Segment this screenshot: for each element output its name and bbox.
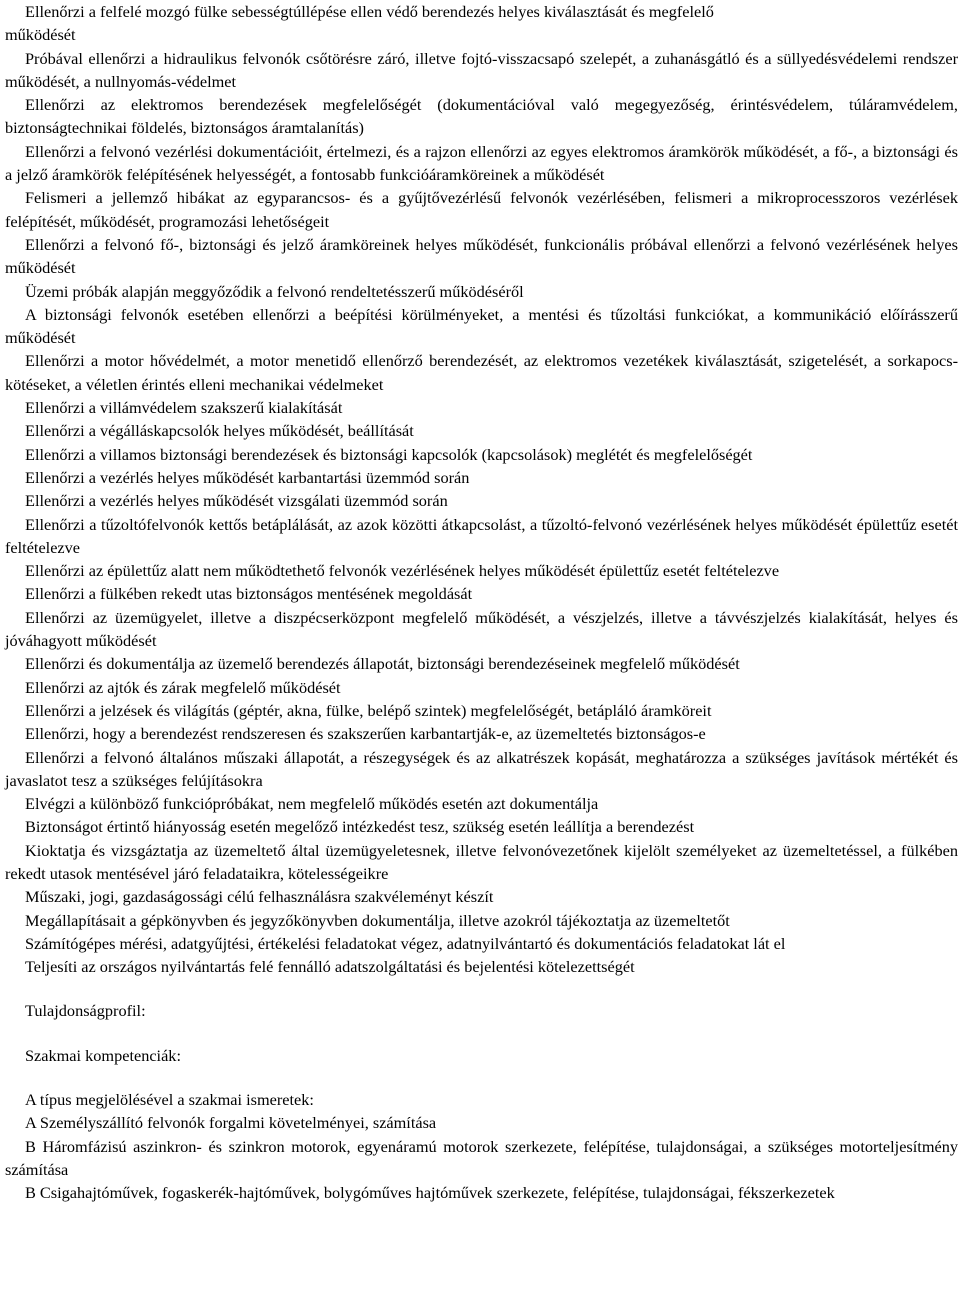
paragraph-dispatch: Ellenőrzi az üzemügyelet, illetve a diszpécserközpont megfelelő működését, a vészjelzés, illetve a távvészjelzés kialakítását, helyes és jóváhagyott működését: [5, 607, 958, 651]
paragraph-fire-case: Ellenőrzi az épülettűz alatt nem működtethető felvonók vezérlésének helyes működését épülettűz esetét feltételezve: [25, 561, 780, 581]
knowledge-item-a: A Személyszállító felvonók forgalmi követelményei, számítása: [25, 1113, 437, 1133]
paragraph-limit-switches: Ellenőrzi a végálláskapcsolók helyes működését, beállítását: [25, 421, 414, 441]
document-page: [5, 0, 958, 1205]
paragraph-logbook: Megállapításait a gépkönyvben és jegyzőkönyvben dokumentálja, illetve azokról tájékoztatja az üzemeltetőt: [25, 910, 730, 930]
knowledge-item-b-gears: B Csigahajtóművek, fogaskerék-hajtóművek, bolygóműves hajtóművek szerkezete, felépítése, tulajdonságai, fékszerkezetek: [25, 1183, 835, 1203]
paragraph-expert-opinion: Műszaki, jogi, gazdaságossági célú felhasználásra szakvéleményt készít: [25, 887, 494, 907]
paragraph-operational-tests: Üzemi próbák alapján meggyőződik a felvonó rendeltetésszerű működéséről: [25, 281, 524, 301]
paragraph-computer-tasks: Számítógépes mérési, adatgyűjtési, értékelési feladatokat végez, adatnyilvántartó és dokumentációs feladatokat lát el: [25, 933, 786, 953]
paragraph-maintenance-check: Ellenőrzi, hogy a berendezést rendszeresen és szakszerűen karbantartják-e, az üzemeltetés biztonságos-e: [25, 724, 706, 744]
paragraph-firefighter-lifts: Ellenőrzi a tűzoltófelvonók kettős betáplálását, az azok közötti átkapcsolást, a tűzoltó-felvonó vezérlésének helyes működését épülettűz esetét feltételezve: [5, 514, 958, 557]
heading-professional-competences: Szakmai kompetenciák:: [25, 1045, 181, 1065]
paragraph-documentation: Ellenőrzi és dokumentálja az üzemelő berendezés állapotát, biztonsági berendezéseinek megfelelő működését: [25, 654, 740, 674]
paragraph-fault-recognition: Felismeri a jellemző hibákat az egyparancsos- és a gyűjtővezérlésű felvonók vezérlésében, felismeri a mikroprocesszoros vezérlések felépítését, működését, programozási lehetőségeit: [5, 188, 958, 231]
paragraph-text: Ellenőrzi a felfelé mozgó fülke sebességtúllépése ellen védő berendezés helyes kiválasztását és megfelelő: [25, 2, 714, 21]
paragraph-training: Kioktatja és vizsgáztatja az üzemeltető által üzemügyeletesnek, illetve felvonóvezetőnek kijelölt személyeket az üzemeltetéssel, a fülkében rekedt utasok mentésével járó feladataikra, kötelességeikre: [5, 840, 958, 883]
paragraph-general-condition: Ellenőrzi a felvonó általános műszaki állapotát, a részegységek és az alkatrészek kopását, meghatározza a szükséges javítások mértékét és javaslatot tesz a szükséges felújításokra: [5, 747, 958, 790]
paragraph-rescue: Ellenőrzi a fülkében rekedt utas biztonságos mentésének megoldását: [25, 584, 473, 604]
knowledge-item-b-motors: B Háromfázisú aszinkron- és szinkron motorok, egyenáramú motorok szerkezete, felépítése, tulajdonságai, a szükséges motorteljesítmény számítása: [5, 1136, 958, 1179]
paragraph-electrical-check: Ellenőrzi az elektromos berendezések megfelelőségét (dokumentációval való megegyezőség, érintésvédelem, túláramvédelem, biztonságtechnikai földelés, biztonságos áramtalanítás): [5, 95, 958, 138]
paragraph-function-tests: Elvégzi a különböző funkciópróbákat, nem megfelelő működés esetén azt dokumentálja: [25, 794, 599, 814]
paragraph-lighting: Ellenőrzi a jelzések és világítás (géptér, akna, fülke, belépő szintek) megfelelőségét, betápláló áramköreit: [25, 700, 712, 720]
paragraph-safety-lifts: A biztonsági felvonók esetében ellenőrzi a beépítési körülményeket, a mentési és tűzoltási funkciókat, a kommunikáció előírásszerű működését: [5, 304, 958, 348]
paragraph-inspection-mode: Ellenőrzi a vezérlés helyes működését vizsgálati üzemmód során: [25, 491, 448, 511]
paragraph-registry: Teljesíti az országos nyilvántartás felé fennálló adatszolgáltatási és bejelentési kötelezettségét: [25, 957, 635, 977]
paragraph-hydraulic-check: Próbával ellenőrzi a hidraulikus felvonók csőtörésre záró, illetve fojtó-visszacsapó szelepét, a zuhanásgátló és a süllyedésvédelemi rendszer működését, a nullnyomás-védelmet: [5, 48, 958, 91]
paragraph-lightning: Ellenőrzi a villámvédelem szakszerű kialakítását: [25, 398, 343, 418]
paragraph-motor-protection: Ellenőrzi a motor hővédelmét, a motor menetidő ellenőrző berendezését, az elektromos vezetékek kiválasztását, szigetelését, a sorkapocs-kötéseket, a véletlen érintés elleni mechanikai védelmeket: [5, 351, 958, 394]
paragraph-text: működését: [5, 25, 76, 45]
paragraph-speed-protection: [5, 0, 958, 47]
paragraph-safety-devices: Ellenőrzi a villamos biztonsági berendezések és biztonsági kapcsolók (kapcsolások) meglétét és megfelelőségét: [25, 444, 753, 464]
paragraph-doors-locks: Ellenőrzi az ajtók és zárak megfelelő működését: [25, 677, 341, 697]
knowledge-intro: A típus megjelölésével a szakmai ismeretek:: [25, 1090, 314, 1110]
heading-property-profile: Tulajdonságprofil:: [25, 1001, 146, 1021]
paragraph-safety-deficiency: Biztonságot értintő hiányosság esetén megelőző intézkedést tesz, szükség esetén leállítja a berendezést: [25, 817, 695, 837]
paragraph-circuit-check: Ellenőrzi a felvonó fő-, biztonsági és jelző áramköreinek helyes működését, funkcionális próbával ellenőrzi a felvonó vezérlésének helyes működését: [5, 234, 958, 278]
paragraph-control-docs: Ellenőrzi a felvonó vezérlési dokumentációit, értelmezi, és a rajzon ellenőrzi az egyes elektromos áramkörök működését, a fő-, a biztonsági és a jelző áramkörök felépítésének helyességét, a fontosabb funkcióáramköreinek a működését: [5, 141, 958, 185]
paragraph-maintenance-mode: Ellenőrzi a vezérlés helyes működését karbantartási üzemmód során: [25, 467, 470, 487]
